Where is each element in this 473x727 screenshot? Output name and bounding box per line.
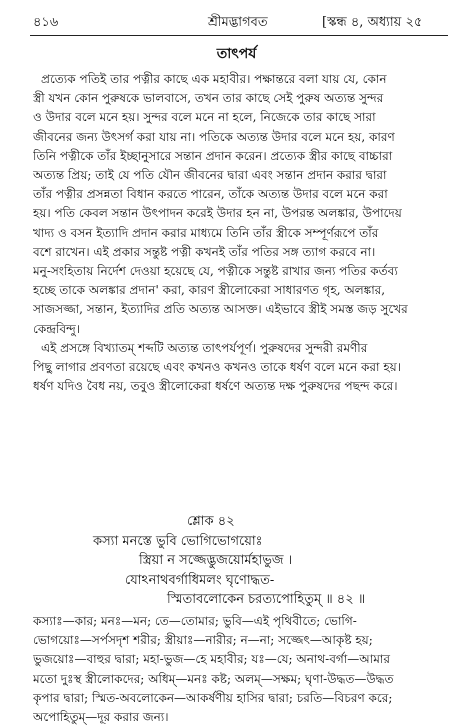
synonym-line: অপোহিতুম্—দূর করার জন্য। [33, 710, 169, 725]
purport-line: তাঁর পত্নীর প্রসন্নতা বিধান করতে পারেন, তাঁকে অত্যন্ত উদার বলে মনে করা [33, 187, 388, 202]
purport-line: ও উদার বলে মনে হয়। সুন্দর বলে মনে না হলে, নিজেকে তার কাছে সারা [33, 110, 376, 125]
verse-line: যোঽনাথবর্গাধিমলং ঘৃণোদ্ধত- [125, 572, 275, 588]
synonym-line: কৃপার দ্বারা; স্মিত-অবলোকেন—আকর্ষণীয় হাসির দ্বারা; চরতি—বিচরণ করে; [33, 690, 393, 705]
chapter-reference: [স্কন্ধ ৪, অধ্যায় ২৫ [322, 15, 423, 30]
purport-line: জীবনের জন্য উৎসর্গ করা যায় না। পতিকে অত্যন্ত উদার বলে মনে হয়, কারণ [33, 129, 395, 144]
purport-line: তিনি পত্নীকে তাঁর ইচ্ছানুসারে সন্তান প্রদান করেন। প্রত্যেক স্ত্রীর কাছে বাচ্চারা [33, 148, 393, 163]
synonym-line: ভুজয়োঃ—বাহুর দ্বারা; মহা-ভুজ—হে মহাবীর; যঃ—যে; অনাথ-বর্গা—আমার [33, 652, 390, 667]
purport-line: অত্যন্ত প্রিয়; তাই যে পতি যৌন জীবনের দ্বারা এবং সন্তান প্রদান করার দ্বারা [33, 168, 387, 183]
purport-line: পিছু লাগার প্রবণতা রয়েছে এবং কখনও কখনও তাকে ধর্ষণ বলে মনে করা হয়। [33, 360, 401, 375]
synonym-line: কস্যাঃ—কার; মনঃ—মন; তে—তোমার; ভুবি—এই পৃথিবীতে; ভোগি- [33, 614, 357, 628]
verse-line: স্ত্রিয়া ন সজ্জেদ্ভুজয়োর্মহাভুজ । [139, 553, 293, 568]
purport-line: প্রত্যেক পতিই তার পত্নীর কাছে এক মহাবীর। পক্ষান্তরে বলা যায় যে, কোন [41, 72, 387, 86]
purport-line: হয়। পতি কেবল সন্তান উৎপাদন করেই উদার হন না, উপরন্ত অলঙ্কার, উপাদেয় [33, 206, 402, 221]
synonym-line: মতো দুঃস্থ স্ত্রীলোকদের; অধিম্—মনঃ কষ্ট; অলম্—সক্ষম; ঘৃণা-উদ্ধত—উদ্ধত [33, 671, 394, 686]
purport-line: খাদ্য ও বসন ইত্যাদি প্রদান করার মাধ্যমে তিনি তাঁর স্ত্রীকে সম্পূর্ণরূপে তাঁর [33, 225, 379, 240]
purport-body [33, 70, 449, 396]
purport-line: হচ্ছে তাকে অলঙ্কার প্রদান' করা, কারণ স্ত্রীলোকেরা সাধারণত গৃহ, অলঙ্কার, [33, 283, 386, 298]
word-meanings [33, 612, 449, 727]
running-title: শ্রীমদ্ভাগবত [208, 15, 268, 30]
header-rule [30, 35, 448, 36]
purport-line: এই প্রসঙ্গে বিখ্যাতম্ শব্দটি অত্যন্ত তাৎপর্যপূর্ণ। পুরুষদের সুন্দরী রমণীর [41, 340, 368, 355]
synonym-line: ভোগয়োঃ—সর্পসদৃশ শরীর; স্ত্রীয়াঃ—নারীর; ন—না; সজ্জেৎ—আকৃষ্ট হয়; [33, 633, 373, 648]
purport-line: স্ত্রী যখন কোন পুরুষকে ভালবাসে, তখন তার কাছে সেই পুরুষ অত্যন্ত সুন্দর [33, 91, 384, 106]
verse-line: কস্যা মনস্তে ভুবি ভোগিভোগয়োঃ [93, 533, 263, 549]
verse-line: স্মিতাবলোকেন চরত্যপোহিতুম্ ॥ ৪২ ॥ [167, 592, 366, 607]
purport-line: ধর্ষণ যদিও বৈধ নয়, তবুও স্ত্রীলোকেরা ধর্ষণে অত্যন্ত দক্ষ পুরুষদের পছন্দ করে। [33, 379, 398, 394]
page-number: ৪১৬ [33, 15, 59, 30]
purport-line: কেন্দ্রবিন্দু। [33, 321, 81, 336]
purport-line: সাজসজ্জা, সন্তান, ইত্যাদির প্রতি অত্যন্ত আসক্ত। এইভাবে স্ত্রীই সমস্ত জড় সুখের [33, 302, 408, 317]
sanskrit-verse [33, 512, 449, 610]
verse-number: শ্লোক ৪২ [187, 514, 235, 529]
purport-heading: তাৎপর্য [216, 46, 257, 62]
purport-line: বশে রাখেন। এই প্রকার সন্তুষ্ট পত্নী কখনই তাঁর পতির সঙ্গ ত্যাগ করবে না। [33, 244, 376, 259]
purport-line: মনু-সংহিতায় নির্দেশ দেওয়া হয়েছে যে, পত্নীকে সন্তুষ্ট রাখার জন্য পতির কর্তব্য [33, 264, 398, 279]
